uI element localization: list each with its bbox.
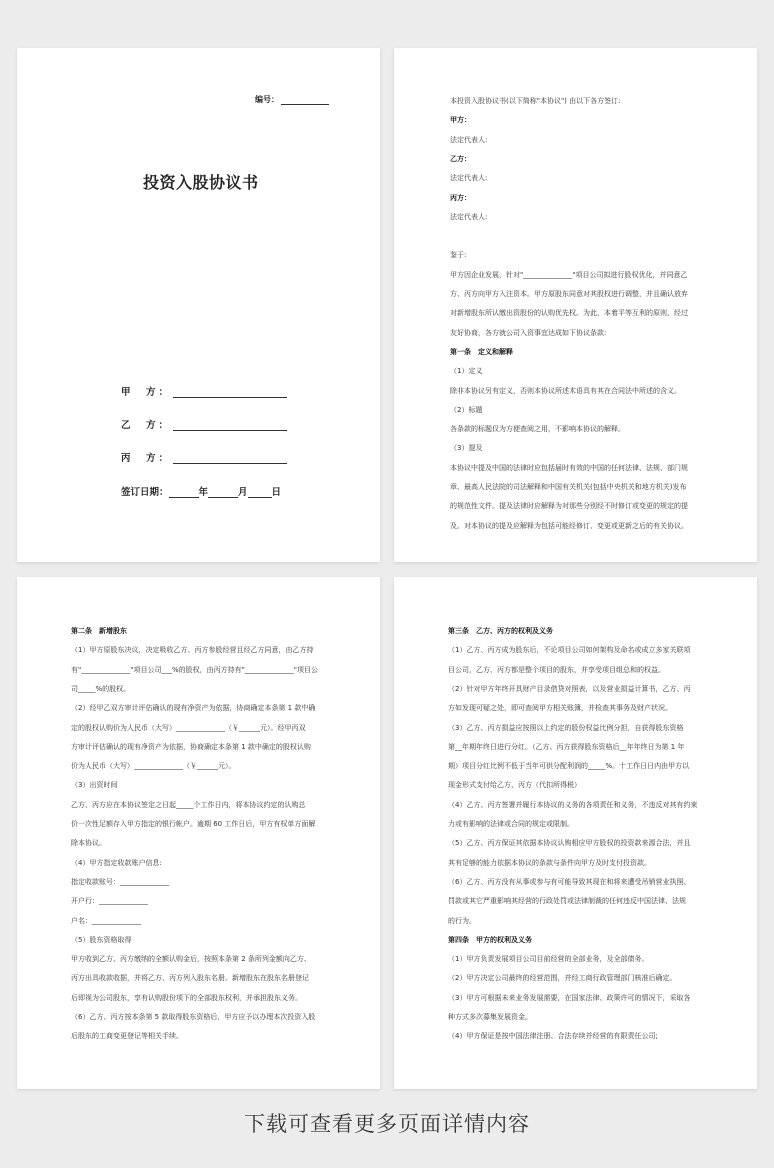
text-line: （3）乙方、丙方损益应按照以上约定的股份权益比例分担，自获得股东资格: [448, 723, 684, 732]
text-line: 其有足够的能力依据本协议的条款与条件向甲方及时支付投资款。: [448, 858, 651, 867]
text-line: 丙方出具收款收据，并将乙方、丙方列入股东名册。新增股东在股东名册登记: [71, 974, 309, 983]
text-line: （5）乙方、丙方保证其依据本协议认购相应甲方股权的投资款来源合法，并且: [448, 839, 691, 848]
text-line: 法定代表人:: [450, 135, 488, 144]
text-line: 目公司，乙方、丙方都是整个项目的股东，并享受项目组总和的权益。: [448, 665, 665, 674]
text-line: 后即视为公司股东，享有认购股份项下的全部股东权利，并承担股东义务。: [71, 993, 302, 1002]
text-line: 法定代表人:: [450, 174, 488, 183]
signing-date: 签订日期： 年 月 日: [121, 487, 282, 498]
text-line: 价为人民币（大写）______________（￥______元）。: [71, 762, 236, 771]
section-heading: 第四条 甲方的权利及义务: [448, 935, 532, 944]
text-line: 的行为。: [448, 916, 476, 925]
text-line: 本协议中提及中国的法律时应包括届时有效的中国的任何法律、法规、部门规: [450, 463, 688, 472]
text-line: （4）乙方、丙方签署并履行本协议的义务的各项责任和义务，不违反对其有约束: [448, 800, 698, 809]
text-line: （2）标题: [450, 405, 483, 414]
text-line: 指定收款账号：______________: [71, 877, 169, 886]
text-line: 各条款的标题仅为方便查阅之用，不影响本协议的解释。: [450, 425, 625, 434]
text-line: 开户行：______________: [71, 897, 148, 906]
cover-page: [17, 48, 380, 562]
text-line: （1）乙方、丙方成为股东后，不论项目公司如何架构及命名或成立多家关联项: [448, 646, 691, 655]
text-line: 后股东的工商变更登记等相关手续。: [71, 1032, 183, 1041]
party-b-field: 乙 方：: [121, 417, 287, 431]
text-line: 及。对本协议的提及应解释为包括可能经修订、变更或更新之后的有关协议。: [450, 521, 688, 530]
contract-number: 编号：: [255, 94, 329, 105]
text-line: 司_____%的股权。: [71, 684, 131, 693]
text-line: （4）甲方指定收款账户信息:: [71, 858, 162, 867]
section-heading: 乙方：: [450, 154, 471, 163]
text-line: 定的股权认购价为人民币（大写）______________（￥______元）。经甲丙双: [71, 723, 306, 732]
party-a-field: 甲 方：: [121, 384, 287, 398]
text-line: 价一次性足额存入甲方指定的银行帐户。逾期 60 工作日后，甲方有权单方面解: [71, 820, 316, 828]
text-line: 章、最高人民法院的司法解释和中国有关机关(包括中央机关和地方机关)发布: [450, 483, 687, 491]
text-line: 法定代表人:: [450, 212, 488, 221]
text-line: 方审计评估确认的现有净资产为依据，协商确定本条第 1 款中确定的股权认购: [71, 742, 311, 751]
text-line: （4）甲方保证是按中国法律注册、合法存续并经营的有限责任公司;: [448, 1032, 658, 1041]
text-line: 甲方因企业发展，针对"______________"项目公司拟进行股权优化，并同意乙: [450, 270, 688, 279]
text-line: （6）乙方、丙方按本条第 5 款取得股东资格后，甲方应予以办理本次投资入股: [71, 1013, 316, 1021]
text-line: 期）项目分红比例不低于当年可供分配利润的_____%。十工作日日内由甲方以: [448, 762, 690, 771]
text-line: （1）甲方原股东决议，决定吸收乙方、丙方参股经营且经乙方同意，由乙方持: [71, 646, 314, 655]
text-line: 第__年期年终日进行分红。（乙方、丙方获得股东资格后__年年终日为第 1 年: [448, 742, 685, 751]
text-line: （3）甲方可根据未来业务发展需要，在国家法律、政策许可的情况下，采取各: [448, 993, 691, 1002]
text-line: 现金形式支付给乙方、丙方（代扣所得税）: [448, 781, 581, 790]
page-4: [394, 577, 757, 1089]
text-line: 甲方收到乙方、丙方缴纳的全额认购金后，按照本条第 2 条所列金额向乙方、: [71, 955, 311, 964]
text-line: 方、丙方向甲方入注资本。甲方原股东同意对其股权进行调整，并且确认放弃: [450, 290, 688, 298]
section-heading: 第三条 乙方、丙方的权利及义务: [448, 627, 553, 635]
page-3: [17, 577, 380, 1089]
party-c-field: 丙 方：: [121, 450, 287, 464]
text-line: （1）定义: [450, 367, 483, 376]
page-2: [394, 48, 757, 562]
text-line: 罚款或其它严重影响其经营的行政处罚或法律制裁的任何违反中国法律、法规: [448, 897, 686, 906]
text-line: 种方式多次募集发展资金。: [448, 1013, 532, 1021]
number-blank: [281, 96, 329, 105]
download-caption: 下载可查看更多页面详情内容: [244, 1112, 530, 1136]
text-line: 户名：______________: [71, 916, 141, 925]
text-line: 鉴于:: [450, 251, 467, 260]
text-line: 对新增股东所认缴出资股份的认购优先权。为此，本着平等互利的原则，经过: [450, 309, 688, 318]
text-line: 有"______________"项目公司___%的股权，由丙方持有"______________"项目公: [71, 665, 319, 674]
text-line: （3）出资时间: [71, 781, 118, 790]
section-heading: 第一条 定义和解释: [450, 347, 513, 356]
text-line: （3）提及: [450, 444, 483, 453]
text-line: （5）股东资格取得: [71, 935, 132, 944]
text-line: （2）甲方决定公司最终的经营范围，并经工商行政管理部门核准后确定。: [448, 974, 677, 983]
text-line: （1）甲方负责发展项目公司目前经营的全部业务，及全部债务。: [448, 955, 649, 964]
text-line: 除非本协议另有定义，否则本协议所述术语具有其在合同法中所述的含义。: [450, 386, 681, 395]
text-line: （2）经甲乙双方审计评估确认的现有净资产为依据，协商确定本条第 1 款中确: [71, 704, 316, 713]
text-line: 力或有影响的法律或合同的规定或限制。: [448, 820, 574, 828]
text-line: 乙方、丙方应在本协议签定之日起_____个工作日内，将本协议约定的认购总: [71, 800, 306, 809]
section-heading: 第二条 新增股东: [71, 627, 127, 635]
text-line: 除本协议。: [71, 839, 106, 848]
text-line: 本投资入股协议书(以下简称"本协议") 由以下各方签订:: [450, 97, 621, 105]
text-line: 方如发现可疑之处，即可查阅甲方相关账簿，并检查其事务及财产状况。: [448, 704, 672, 713]
section-heading: 甲方：: [450, 116, 471, 125]
text-line: 友好协商，各方就公司入资事宜达成如下协议条款:: [450, 328, 607, 337]
text-line: 的规范性文件。提及法律时应解释为对那些分别经不时修订或变更的规定的提: [450, 502, 688, 511]
text-line: （2）针对甲方年终开具财产目录借贷对照表，以及营业损益计算书，乙方、丙: [448, 684, 691, 693]
text-line: （6）乙方、丙方没有从事或参与有可能导致其现在和将来遭受吊销营业执照、: [448, 877, 691, 886]
section-heading: 丙方：: [450, 193, 471, 202]
document-title: 投资入股协议书: [143, 173, 259, 192]
